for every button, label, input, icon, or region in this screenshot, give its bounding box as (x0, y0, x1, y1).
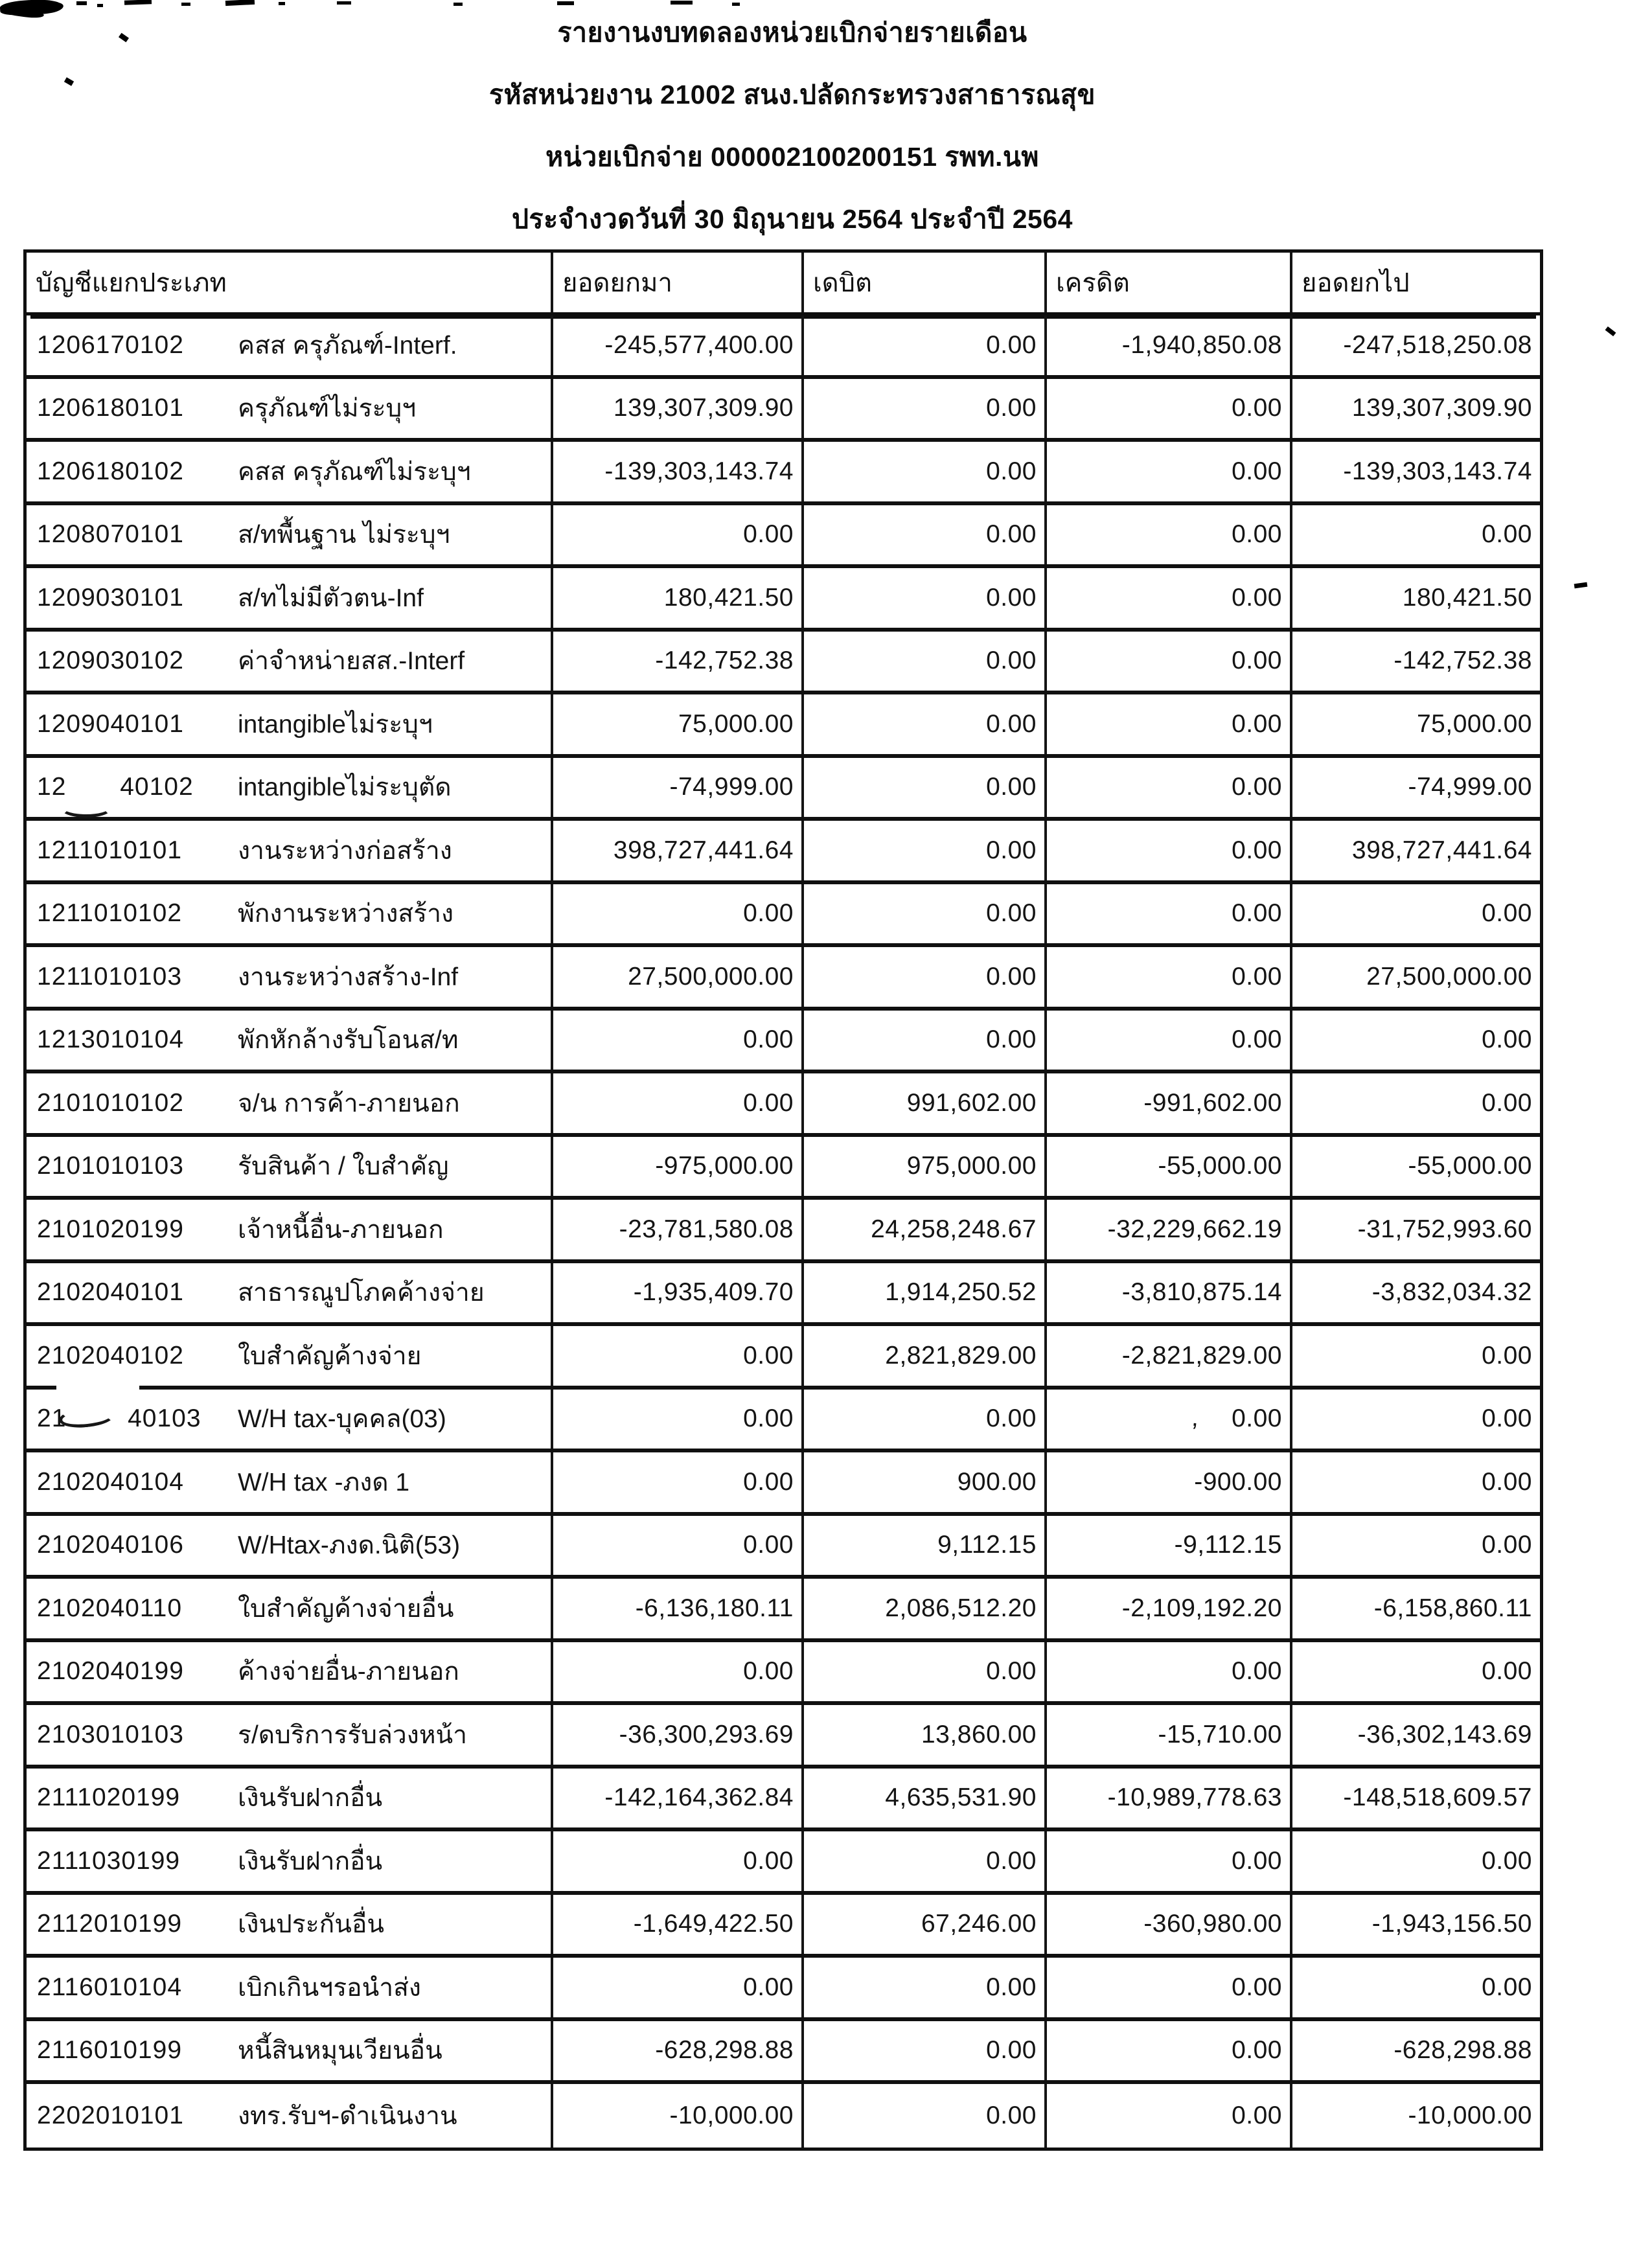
account-name: รับสินค้า / ใบสำคัญ (238, 1152, 449, 1181)
brought-forward-cell: 0.00 (553, 1516, 804, 1575)
account-name: เบิกเกินฯรอนำส่ง (238, 1973, 421, 2002)
debit-cell: 0.00 (804, 568, 1047, 628)
credit-cell: 0.00 (1047, 1831, 1292, 1891)
credit-cell: -360,980.00 (1047, 1895, 1292, 1954)
account-name: เจ้าหนี้อื่น-ภายนอก (238, 1215, 444, 1244)
account-code: 1209030101 (37, 583, 184, 612)
disbursement-unit-line: หน่วยเบิกจ่าย 000002100200151 รพท.นพ (545, 142, 1039, 172)
agency-line: รหัสหน่วยงาน 21002 สนง.ปลัดกระทรวงสาธารณสุข (489, 80, 1096, 109)
carried-forward-cell: -74,999.00 (1408, 773, 1532, 801)
account-cell (27, 1073, 553, 1133)
credit-cell: -2,109,192.20 (1047, 1579, 1292, 1638)
table-row (27, 1516, 1540, 1579)
carried-forward-cell: 180,421.50 (1402, 583, 1532, 612)
trial-balance-table (23, 249, 1543, 2151)
brought-forward-cell: 75,000.00 (553, 694, 804, 754)
table-row (27, 1831, 1540, 1895)
credit-cell: 0.00 (1047, 758, 1292, 818)
brought-forward-cell: -142,164,362.84 (553, 1769, 804, 1828)
brought-forward-cell: -36,300,293.69 (553, 1705, 804, 1765)
credit-cell: -900.00 (1047, 1452, 1292, 1512)
account-name: หนี้สินหมุนเวียนอื่น (238, 2037, 442, 2065)
whiteout-mark (56, 1381, 139, 1390)
debit-cell: 0.00 (804, 505, 1047, 565)
scan-speck (279, 2, 285, 5)
account-name: W/H tax-บุคคล(03) (238, 1405, 446, 1434)
account-name: intangibleไม่ระบุตัด (238, 773, 452, 802)
table-row (27, 315, 1540, 379)
carried-forward-cell: 27,500,000.00 (1366, 962, 1532, 991)
scan-speck: , (1190, 1404, 1200, 1432)
account-cell (27, 1769, 553, 1828)
table-row (27, 947, 1540, 1011)
credit-cell: -9,112.15 (1047, 1516, 1292, 1575)
credit-cell: 0.00 (1047, 1390, 1292, 1449)
account-name: เงินรับฝากอื่น (238, 1847, 383, 1875)
account-name: ใบสำคัญค้างจ่าย (238, 1342, 422, 1370)
credit-cell: 0.00 (1047, 568, 1292, 628)
account-code: 2111020199 (37, 1783, 181, 1812)
table-row (27, 442, 1540, 505)
account-name: งานระหว่างสร้าง-Inf (238, 963, 459, 991)
brought-forward-cell: -23,781,580.08 (553, 1200, 804, 1259)
account-code: 1208070101 (37, 520, 184, 549)
account-cell (27, 1516, 553, 1575)
credit-cell: 0.00 (1047, 821, 1292, 880)
account-cell (27, 1137, 553, 1197)
account-code: 2102040199 (37, 1657, 184, 1686)
account-cell (27, 1895, 553, 1954)
table-row (27, 1200, 1540, 1263)
account-code: 2111030199 (37, 1846, 181, 1875)
brought-forward-cell: 398,727,441.64 (553, 821, 804, 880)
account-cell (27, 632, 553, 691)
account-cell (27, 821, 553, 880)
column-header-brought-forward: ยอดยกมา (553, 253, 804, 312)
table-row (27, 1390, 1540, 1453)
carried-forward-cell: 0.00 (1482, 1657, 1532, 1686)
debit-cell: 0.00 (804, 315, 1047, 375)
account-code: 12 40102 (37, 773, 194, 801)
credit-cell: -55,000.00 (1047, 1137, 1292, 1197)
debit-cell: 0.00 (804, 884, 1047, 944)
carried-forward-cell: 0.00 (1482, 520, 1532, 549)
account-cell (27, 1705, 553, 1765)
scan-speck (732, 3, 740, 6)
account-code: 2102040102 (37, 1341, 184, 1369)
credit-cell: 0.00 (1047, 1011, 1292, 1070)
scan-speck (181, 3, 190, 6)
debit-cell: 991,602.00 (804, 1073, 1047, 1133)
account-name: เงินรับฝากอื่น (238, 1784, 383, 1813)
debit-cell: 13,860.00 (804, 1705, 1047, 1765)
account-cell (27, 442, 553, 501)
account-name: ใบสำคัญค้างจ่ายอื่น (238, 1594, 454, 1623)
account-cell (27, 1263, 553, 1323)
account-code: 1211010102 (37, 899, 183, 928)
credit-cell: -32,229,662.19 (1047, 1200, 1292, 1259)
account-code: 2103010103 (37, 1720, 184, 1748)
scan-speck (76, 1, 87, 5)
account-cell (27, 1452, 553, 1512)
table-row (27, 1011, 1540, 1074)
brought-forward-cell: -628,298.88 (553, 2021, 804, 2081)
debit-cell: 0.00 (804, 632, 1047, 691)
brought-forward-cell: 0.00 (553, 1390, 804, 1449)
brought-forward-cell: 0.00 (553, 1831, 804, 1891)
brought-forward-cell: -142,752.38 (553, 632, 804, 691)
account-cell (27, 568, 553, 628)
period-line: ประจำงวดวันที่ 30 มิถุนายน 2564 ประจำปี 2564 (512, 204, 1073, 234)
brought-forward-cell: -10,000.00 (553, 2084, 804, 2148)
account-cell (27, 1642, 553, 1702)
table-row (27, 379, 1540, 442)
table-row (27, 1579, 1540, 1642)
table-row (27, 821, 1540, 884)
report-title: รายงานงบทดลองหน่วยเบิกจ่ายรายเดือน (557, 17, 1027, 47)
carried-forward-cell: -247,518,250.08 (1343, 330, 1532, 359)
account-cell (27, 1579, 553, 1638)
debit-cell: 0.00 (804, 1390, 1047, 1449)
brought-forward-cell: 0.00 (553, 1073, 804, 1133)
column-header-debit: เดบิต (804, 253, 1047, 312)
carried-forward-cell: 0.00 (1482, 899, 1532, 928)
carried-forward-cell: 0.00 (1482, 1846, 1532, 1875)
carried-forward-cell: 75,000.00 (1416, 709, 1532, 738)
scan-speck (1605, 326, 1616, 336)
carried-forward-cell: -55,000.00 (1408, 1152, 1532, 1180)
account-code: 2101010102 (37, 1088, 184, 1117)
carried-forward-cell: -628,298.88 (1394, 2036, 1532, 2065)
carried-forward-cell: 0.00 (1482, 1467, 1532, 1496)
brought-forward-cell: -6,136,180.11 (553, 1579, 804, 1638)
carried-forward-cell: -142,752.38 (1394, 647, 1532, 675)
table-row (27, 1326, 1540, 1390)
carried-forward-cell: -1,943,156.50 (1371, 1910, 1532, 1938)
account-cell (27, 315, 553, 375)
account-code: 2112010199 (37, 1910, 183, 1938)
account-name: งทร.รับฯ-ดำเนินงาน (238, 2102, 457, 2130)
debit-cell: 0.00 (804, 1642, 1047, 1702)
table-row (27, 1137, 1540, 1200)
debit-cell: 0.00 (804, 821, 1047, 880)
account-name: ค้างจ่ายอื่น-ภายนอก (238, 1658, 459, 1686)
account-cell (27, 2021, 553, 2081)
brought-forward-cell: -975,000.00 (553, 1137, 804, 1197)
brought-forward-cell: 0.00 (553, 1011, 804, 1070)
debit-cell: 0.00 (804, 947, 1047, 1007)
carried-forward-cell: -148,518,609.57 (1343, 1783, 1532, 1812)
account-cell (27, 1390, 553, 1449)
scan-speck (337, 1, 351, 5)
table-row (27, 1642, 1540, 1706)
credit-cell: -2,821,829.00 (1047, 1326, 1292, 1386)
account-cell (27, 1958, 553, 2017)
account-name: ร/ดบริการรับล่วงหน้า (238, 1721, 468, 1749)
debit-cell: 0.00 (804, 379, 1047, 439)
brought-forward-cell: 180,421.50 (553, 568, 804, 628)
carried-forward-cell: 0.00 (1482, 1973, 1532, 2001)
credit-cell: 0.00 (1047, 442, 1292, 501)
table-row (27, 1073, 1540, 1137)
account-code: 2116010199 (37, 2036, 183, 2065)
account-name: คสส ครุภัณฑ์ไม่ระบุฯ (238, 457, 471, 486)
credit-cell: 0.00 (1047, 1958, 1292, 2017)
account-cell (27, 694, 553, 754)
account-name: ส/ทไม่มีตัวตน-Inf (238, 584, 424, 612)
account-code: 1209040101 (37, 709, 184, 738)
account-code: 2116010104 (37, 1973, 183, 2001)
brought-forward-cell: -1,649,422.50 (553, 1895, 804, 1954)
account-cell (27, 1200, 553, 1259)
brought-forward-cell: -245,577,400.00 (553, 315, 804, 375)
carried-forward-cell: 0.00 (1482, 1025, 1532, 1054)
scan-speck (1574, 582, 1588, 589)
column-header-account: บัญชีแยกประเภท (27, 253, 553, 312)
carried-forward-cell: -10,000.00 (1408, 2101, 1532, 2129)
scan-speck (671, 1, 693, 5)
table-row (27, 2021, 1540, 2085)
debit-cell: 0.00 (804, 1831, 1047, 1891)
account-cell (27, 758, 553, 818)
debit-cell: 4,635,531.90 (804, 1769, 1047, 1828)
credit-cell: 0.00 (1047, 947, 1292, 1007)
account-code: 1209030102 (37, 647, 184, 675)
carried-forward-cell: 398,727,441.64 (1351, 836, 1532, 864)
account-cell (27, 505, 553, 565)
debit-cell: 0.00 (804, 1958, 1047, 2017)
table-header-row (27, 253, 1540, 315)
brought-forward-cell: -74,999.00 (553, 758, 804, 818)
debit-cell: 24,258,248.67 (804, 1200, 1047, 1259)
account-name: ค่าจำหน่ายสส.-Interf (238, 647, 465, 676)
account-cell (27, 1011, 553, 1070)
table-row (27, 1263, 1540, 1327)
carried-forward-cell: 0.00 (1482, 1341, 1532, 1369)
account-code: 1211010101 (37, 836, 183, 864)
carried-forward-cell: 0.00 (1482, 1088, 1532, 1117)
debit-cell: 0.00 (804, 758, 1047, 818)
account-code: 21 40103 (37, 1404, 201, 1433)
debit-cell: 1,914,250.52 (804, 1263, 1047, 1323)
report-header (0, 1, 1585, 250)
account-name: ครุภัณฑ์ไม่ระบุฯ (238, 395, 417, 423)
credit-cell: 0.00 (1047, 2021, 1292, 2081)
account-code: 2102040110 (37, 1594, 183, 1622)
table-row (27, 505, 1540, 569)
account-code: 2101010103 (37, 1152, 184, 1180)
credit-cell: 0.00 (1047, 505, 1292, 565)
credit-cell: 0.00 (1047, 1642, 1292, 1702)
debit-cell: 0.00 (804, 442, 1047, 501)
credit-cell: 0.00 (1047, 632, 1292, 691)
debit-cell: 975,000.00 (804, 1137, 1047, 1197)
account-code: 2102040101 (37, 1278, 184, 1307)
credit-cell: -991,602.00 (1047, 1073, 1292, 1133)
table-row (27, 758, 1540, 821)
account-name: เงินประกันอื่น (238, 1910, 385, 1939)
table-row (27, 1895, 1540, 1958)
brought-forward-cell: 0.00 (553, 1452, 804, 1512)
account-cell (27, 947, 553, 1007)
debit-cell: 67,246.00 (804, 1895, 1047, 1954)
carried-forward-cell: 0.00 (1482, 1404, 1532, 1433)
brought-forward-cell: 0.00 (553, 884, 804, 944)
table-row (27, 1769, 1540, 1832)
debit-cell: 2,086,512.20 (804, 1579, 1047, 1638)
carried-forward-cell: 0.00 (1482, 1531, 1532, 1559)
account-code: 2102040104 (37, 1467, 184, 1496)
account-code: 2102040106 (37, 1531, 184, 1559)
carried-forward-cell: -6,158,860.11 (1373, 1594, 1532, 1622)
scan-speck (557, 1, 574, 5)
credit-cell: -10,989,778.63 (1047, 1769, 1292, 1828)
account-name: จ/น การค้า-ภายนอก (238, 1089, 460, 1117)
debit-cell: 2,821,829.00 (804, 1326, 1047, 1386)
account-name: งานระหว่างก่อสร้าง (238, 836, 452, 865)
brought-forward-cell: -1,935,409.70 (553, 1263, 804, 1323)
account-code: 1206180101 (37, 394, 184, 422)
table-row (27, 568, 1540, 632)
account-code: 2202010101 (37, 2101, 184, 2129)
table-body (27, 315, 1540, 2148)
debit-cell: 0.00 (804, 1011, 1047, 1070)
account-code: 1211010103 (37, 962, 183, 991)
credit-cell: -3,810,875.14 (1047, 1263, 1292, 1323)
table-row (27, 1958, 1540, 2021)
account-cell (27, 1831, 553, 1891)
account-name: W/Htax-ภงด.นิติ(53) (238, 1531, 461, 1560)
account-code: 1206170102 (37, 330, 184, 359)
account-cell (27, 1326, 553, 1386)
table-row (27, 2084, 1540, 2148)
table-row (27, 1452, 1540, 1516)
carried-forward-cell: -3,832,034.32 (1371, 1278, 1532, 1307)
brought-forward-cell: -139,303,143.74 (553, 442, 804, 501)
account-cell (27, 379, 553, 439)
table-row (27, 1705, 1540, 1769)
credit-cell: 0.00 (1047, 2084, 1292, 2148)
brought-forward-cell: 139,307,309.90 (553, 379, 804, 439)
debit-cell: 0.00 (804, 2021, 1047, 2081)
column-header-carried-forward: ยอดยกไป (1302, 269, 1410, 297)
brought-forward-cell: 0.00 (553, 1326, 804, 1386)
account-name: พักงานระหว่างสร้าง (238, 900, 454, 928)
debit-cell: 9,112.15 (804, 1516, 1047, 1575)
table-row (27, 884, 1540, 948)
debit-cell: 900.00 (804, 1452, 1047, 1512)
pen-scribble (60, 798, 112, 818)
account-name: intangibleไม่ระบุฯ (238, 710, 433, 739)
brought-forward-cell: 0.00 (553, 505, 804, 565)
account-name: สาธารณูปโภคค้างจ่าย (238, 1279, 485, 1307)
account-name: ส/ทพื้นฐาน ไม่ระบุฯ (238, 521, 450, 549)
carried-forward-cell: -139,303,143.74 (1343, 457, 1532, 485)
table-row (27, 632, 1540, 695)
credit-cell: -15,710.00 (1047, 1705, 1292, 1765)
credit-cell: -1,940,850.08 (1047, 315, 1292, 375)
account-code: 2101020199 (37, 1215, 184, 1243)
carried-forward-cell: -31,752,993.60 (1357, 1215, 1532, 1243)
brought-forward-cell: 27,500,000.00 (553, 947, 804, 1007)
carried-forward-cell: -36,302,143.69 (1357, 1720, 1532, 1748)
debit-cell: 0.00 (804, 2084, 1047, 2148)
credit-cell: 0.00 (1047, 379, 1292, 439)
account-code: 1213010104 (37, 1025, 184, 1054)
account-name: พักหักล้างรับโอนส/ท (238, 1026, 459, 1055)
brought-forward-cell: 0.00 (553, 1958, 804, 2017)
account-name: คสส ครุภัณฑ์-Interf. (238, 331, 457, 360)
account-cell (27, 2084, 553, 2148)
table-row (27, 694, 1540, 758)
brought-forward-cell: 0.00 (553, 1642, 804, 1702)
scan-speck (97, 4, 103, 7)
account-cell (27, 884, 553, 944)
column-header-credit: เครดิต (1047, 253, 1292, 312)
debit-cell: 0.00 (804, 694, 1047, 754)
credit-cell: 0.00 (1047, 884, 1292, 944)
account-name: W/H tax -ภงด 1 (238, 1468, 410, 1496)
credit-cell: 0.00 (1047, 694, 1292, 754)
account-code: 1206180102 (37, 457, 184, 485)
scan-speck (453, 3, 463, 6)
carried-forward-cell: 139,307,309.90 (1351, 394, 1532, 422)
